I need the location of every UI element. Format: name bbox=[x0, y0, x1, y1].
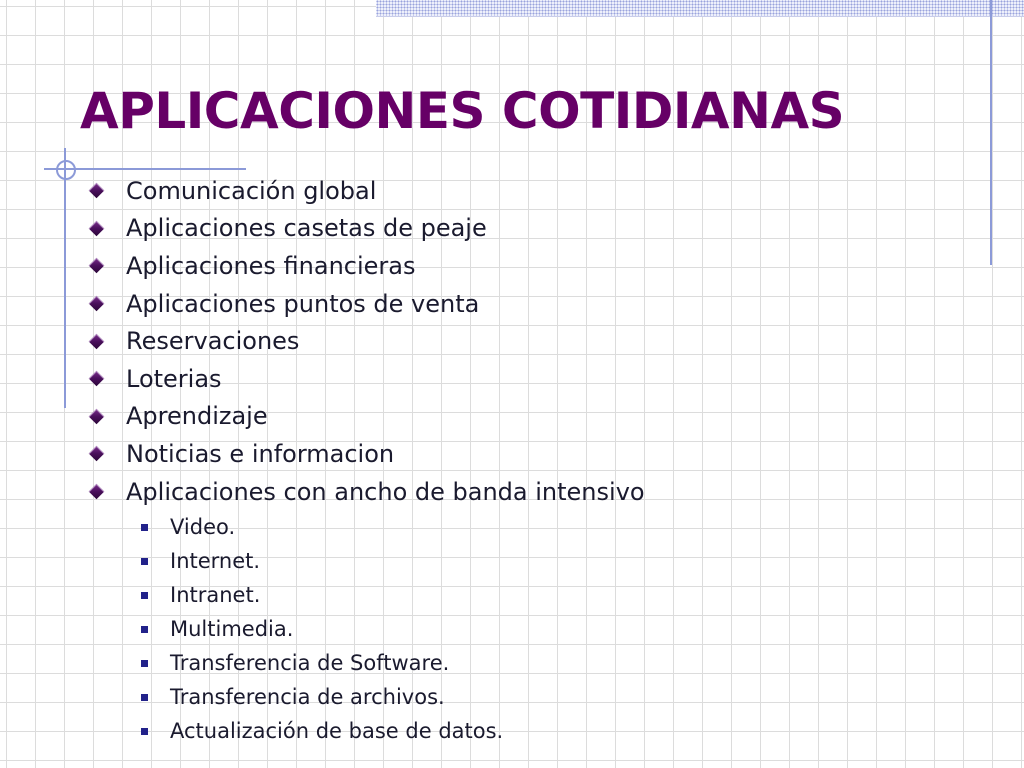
square-bullet-icon bbox=[141, 524, 148, 531]
sub-list-item-label: Transferencia de archivos. bbox=[170, 685, 445, 709]
sub-list-item bbox=[138, 680, 503, 714]
sub-bullet-list bbox=[138, 510, 503, 748]
diamond-bullet-icon bbox=[89, 446, 105, 462]
list-item-label: Aplicaciones casetas de peaje bbox=[126, 214, 487, 243]
sub-list-item-label: Intranet. bbox=[170, 583, 261, 607]
list-item-label: Noticias e informacion bbox=[126, 439, 395, 468]
list-item-label: Aplicaciones puntos de venta bbox=[126, 289, 480, 318]
square-bullet-icon bbox=[141, 694, 148, 701]
sub-list-item bbox=[138, 646, 503, 680]
decorative-left-rule bbox=[64, 148, 66, 408]
diamond-bullet-icon bbox=[89, 484, 105, 500]
decorative-vertical-rule bbox=[990, 0, 992, 265]
list-item-label: Reservaciones bbox=[126, 327, 300, 356]
sub-list-item bbox=[138, 510, 503, 544]
square-bullet-icon bbox=[141, 592, 148, 599]
diamond-bullet-icon bbox=[89, 221, 105, 237]
list-item bbox=[86, 285, 645, 323]
square-bullet-icon bbox=[141, 660, 148, 667]
sub-list-item-label: Transferencia de Software. bbox=[170, 651, 450, 675]
main-bullet-list bbox=[86, 172, 645, 510]
diamond-bullet-icon bbox=[89, 183, 105, 199]
list-item-label: Aprendizaje bbox=[126, 402, 268, 431]
list-item bbox=[86, 360, 645, 398]
diamond-bullet-icon bbox=[89, 296, 105, 312]
list-item bbox=[86, 172, 645, 210]
square-bullet-icon bbox=[141, 728, 148, 735]
diamond-bullet-icon bbox=[89, 371, 105, 387]
slide-title: APLICACIONES COTIDIANAS bbox=[80, 82, 845, 140]
sub-list-item-label: Multimedia. bbox=[170, 617, 294, 641]
list-item bbox=[86, 247, 645, 285]
list-item-label: Comunicación global bbox=[126, 176, 377, 205]
diamond-bullet-icon bbox=[89, 258, 105, 274]
sub-list-item bbox=[138, 544, 503, 578]
diamond-bullet-icon bbox=[89, 409, 105, 425]
square-bullet-icon bbox=[141, 626, 148, 633]
sub-list-item bbox=[138, 714, 503, 748]
sub-list-item bbox=[138, 578, 503, 612]
sub-list-item-label: Internet. bbox=[170, 549, 261, 573]
list-item bbox=[86, 435, 645, 473]
list-item bbox=[86, 398, 645, 436]
list-item bbox=[86, 473, 645, 511]
decorative-top-band bbox=[376, 0, 1024, 17]
diamond-bullet-icon bbox=[89, 333, 105, 349]
sub-list-item bbox=[138, 612, 503, 646]
list-item-label: Aplicaciones financieras bbox=[126, 251, 416, 280]
sub-list-item-label: Actualización de base de datos. bbox=[170, 719, 504, 743]
list-item bbox=[86, 210, 645, 248]
ring-icon bbox=[56, 160, 76, 180]
sub-list-item-label: Video. bbox=[170, 515, 236, 539]
list-item-label: Loterias bbox=[126, 364, 222, 393]
list-item-label: Aplicaciones con ancho de banda intensivo bbox=[126, 477, 645, 506]
square-bullet-icon bbox=[141, 558, 148, 565]
list-item bbox=[86, 322, 645, 360]
